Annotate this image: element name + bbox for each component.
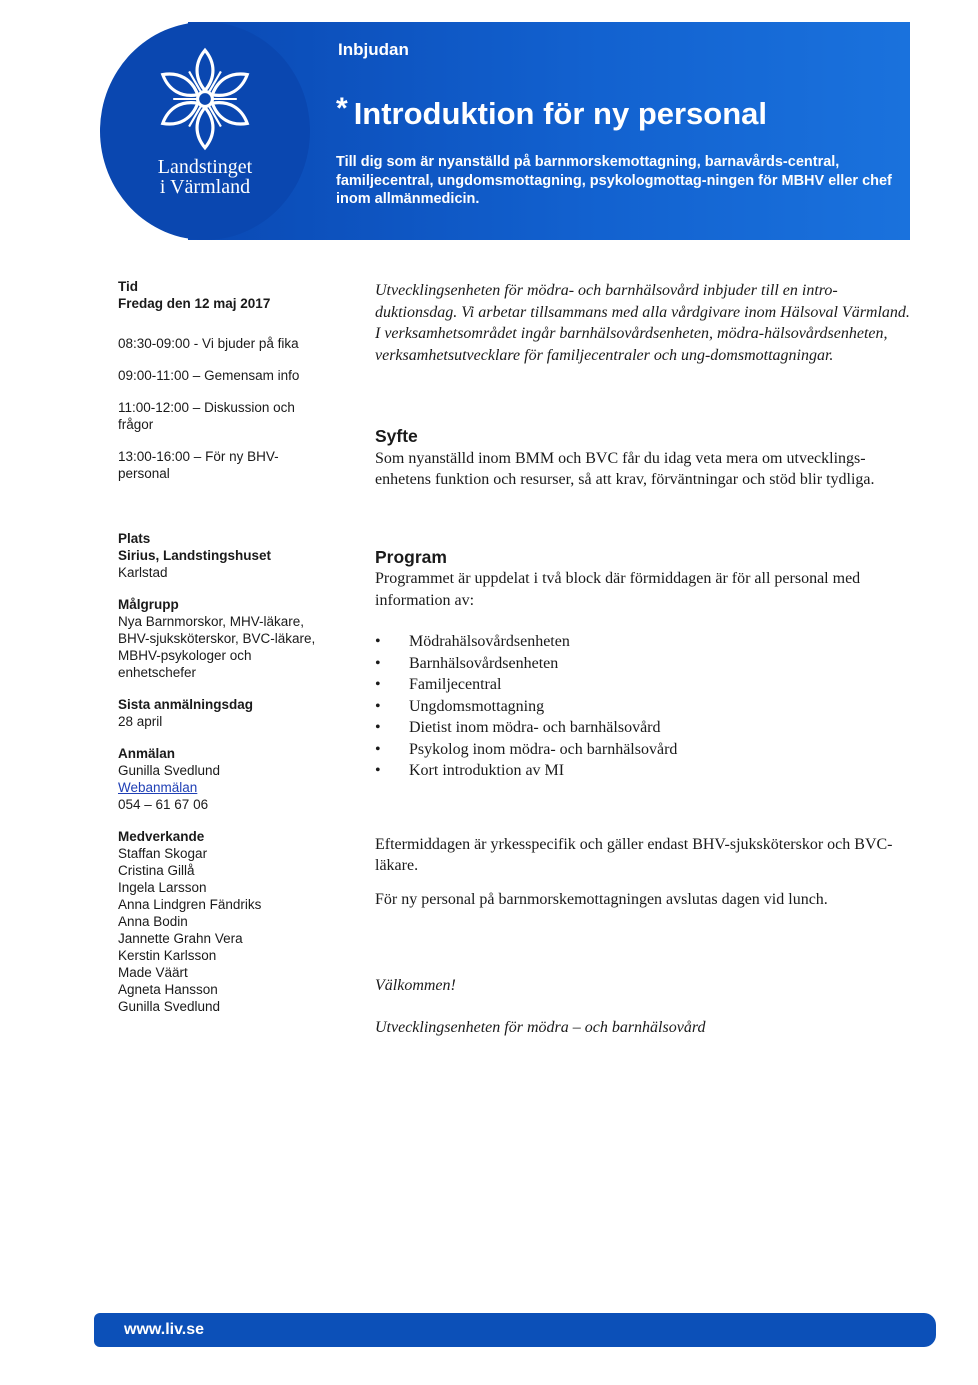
bullet-icon: • <box>375 633 381 650</box>
page-title-text: Introduktion för ny personal <box>353 96 768 131</box>
midwife-note: För ny personal på barnmorskemottagningen avslutas dagen vid lunch. <box>375 890 828 908</box>
bullet-icon: • <box>375 654 381 672</box>
flower-logo-icon <box>152 46 258 152</box>
plats-heading: Plats <box>118 531 151 546</box>
footer-banner <box>94 1313 936 1347</box>
list-item <box>375 760 910 782</box>
bullet-icon: • <box>375 719 381 736</box>
asterisk-icon: * <box>336 92 348 125</box>
main-content <box>375 280 910 1038</box>
participant-name: Jannette Grahn Vera <box>118 931 243 946</box>
deadline-date: 28 april <box>118 714 163 729</box>
bullet-icon: • <box>375 762 381 779</box>
list-item <box>375 717 910 739</box>
page-title <box>336 92 768 132</box>
malgrupp-text: Nya Barnmorskor, MHV-läkare, BHV-sjuksköterskor, BVC-läkare, MBHV-psykologer och enhetschefer <box>118 614 316 680</box>
anmalan-contact: Gunilla Svedlund <box>118 763 221 778</box>
list-item-text: Familjecentral <box>409 676 502 693</box>
list-item <box>375 739 910 761</box>
participant-name: Cristina Gillå <box>118 863 195 878</box>
schedule-item: 13:00-16:00 – För ny BHV-personal <box>118 449 279 481</box>
participant-name: Staffan Skogar <box>118 846 208 861</box>
logo <box>100 22 310 240</box>
bullet-icon: • <box>375 740 381 758</box>
program-intro: Programmet är uppdelat i två block där förmiddagen är för all personal med information av: <box>375 570 861 609</box>
participant-name: Made Väärt <box>118 965 188 980</box>
list-item-text: Mödrahälsovårdsenheten <box>409 633 570 650</box>
logo-line-2: i Värmland <box>159 176 251 198</box>
program-heading: Program <box>375 546 447 567</box>
tid-heading: Tid <box>118 279 138 294</box>
sidebar-info <box>118 278 333 1015</box>
list-item-text: Barnhälsovårdsenheten <box>409 654 559 672</box>
schedule-item: 09:00-11:00 – Gemensam info <box>118 368 300 383</box>
afternoon-text: Eftermiddagen är yrkesspecifik och gäller endast BHV-sjuksköterskor och BVC-läkare. <box>375 835 893 874</box>
participant-name: Kerstin Karlsson <box>118 948 217 963</box>
participant-name: Ingela Larsson <box>118 880 207 895</box>
list-item-text: Psykolog inom mödra- och barnhälsovård <box>409 740 678 758</box>
logo-text <box>130 157 280 197</box>
header-subtitle: Till dig som är nyanställd på barnmorskemottagning, barnavårds-central, familjecentral, ungdomsmottagning, psykologmottag-ningen för MBHV eller chef inom allmänmedicin. <box>336 154 892 207</box>
list-item <box>375 631 910 653</box>
list-item-text: Dietist inom mödra- och barnhälsovård <box>409 719 661 736</box>
participant-name: Anna Bodin <box>118 914 188 929</box>
syfte-text: Som nyanställd inom BMM och BVC får du idag veta mera om utvecklings-enhetens funktion och resurser, så att krav, förväntningar och stöd blir tydliga. <box>375 449 875 488</box>
malgrupp-heading: Målgrupp <box>118 597 179 612</box>
schedule-item: 11:00-12:00 – Diskussion och frågor <box>118 400 295 432</box>
list-item <box>375 696 910 718</box>
plats-city: Karlstad <box>118 565 168 580</box>
anmalan-phone: 054 – 61 67 06 <box>118 797 209 812</box>
signature: Utvecklingsenheten för mödra – och barnhälsovård <box>375 1018 706 1036</box>
list-item <box>375 674 910 696</box>
header-kicker: Inbjudan <box>338 40 409 59</box>
bullet-icon: • <box>375 697 381 715</box>
participant-name: Agneta Hansson <box>118 982 218 997</box>
list-item <box>375 653 910 675</box>
deadline-heading: Sista anmälningsdag <box>118 697 254 712</box>
program-list <box>375 631 910 782</box>
footer-url[interactable]: www.liv.se <box>124 1321 205 1338</box>
participant-name: Anna Lindgren Fändriks <box>118 897 262 912</box>
medverkande-heading: Medverkande <box>118 829 205 844</box>
syfte-heading: Syfte <box>375 426 418 446</box>
welcome-text: Välkommen! <box>375 977 456 994</box>
schedule-item: 08:30-09:00 - Vi bjuder på fika <box>118 336 299 351</box>
intro-paragraph: Utvecklingsenheten för mödra- och barnhälsovård inbjuder till en intro-duktionsdag. Vi arbetar tillsammans med alla vårdgivare inom Hälsoval Värmland. I verksamhetsområdet ingår barnhälsovårdsenheten, mödra-hälsovårdsenheten, verksamhetsutvecklare för familjecentraler och ung-domsmottagningar. <box>375 282 910 364</box>
anmalan-heading: Anmälan <box>118 746 176 761</box>
list-item-text: Ungdomsmottagning <box>409 697 545 715</box>
list-item-text: Kort introduktion av MI <box>409 762 565 779</box>
participant-name: Gunilla Svedlund <box>118 999 221 1014</box>
webanmalan-link[interactable]: Webanmälan <box>118 780 198 795</box>
logo-line-1: Landstinget <box>157 156 253 178</box>
plats-venue: Sirius, Landstingshuset <box>118 548 272 563</box>
bullet-icon: • <box>375 676 381 693</box>
event-date: Fredag den 12 maj 2017 <box>118 296 271 311</box>
